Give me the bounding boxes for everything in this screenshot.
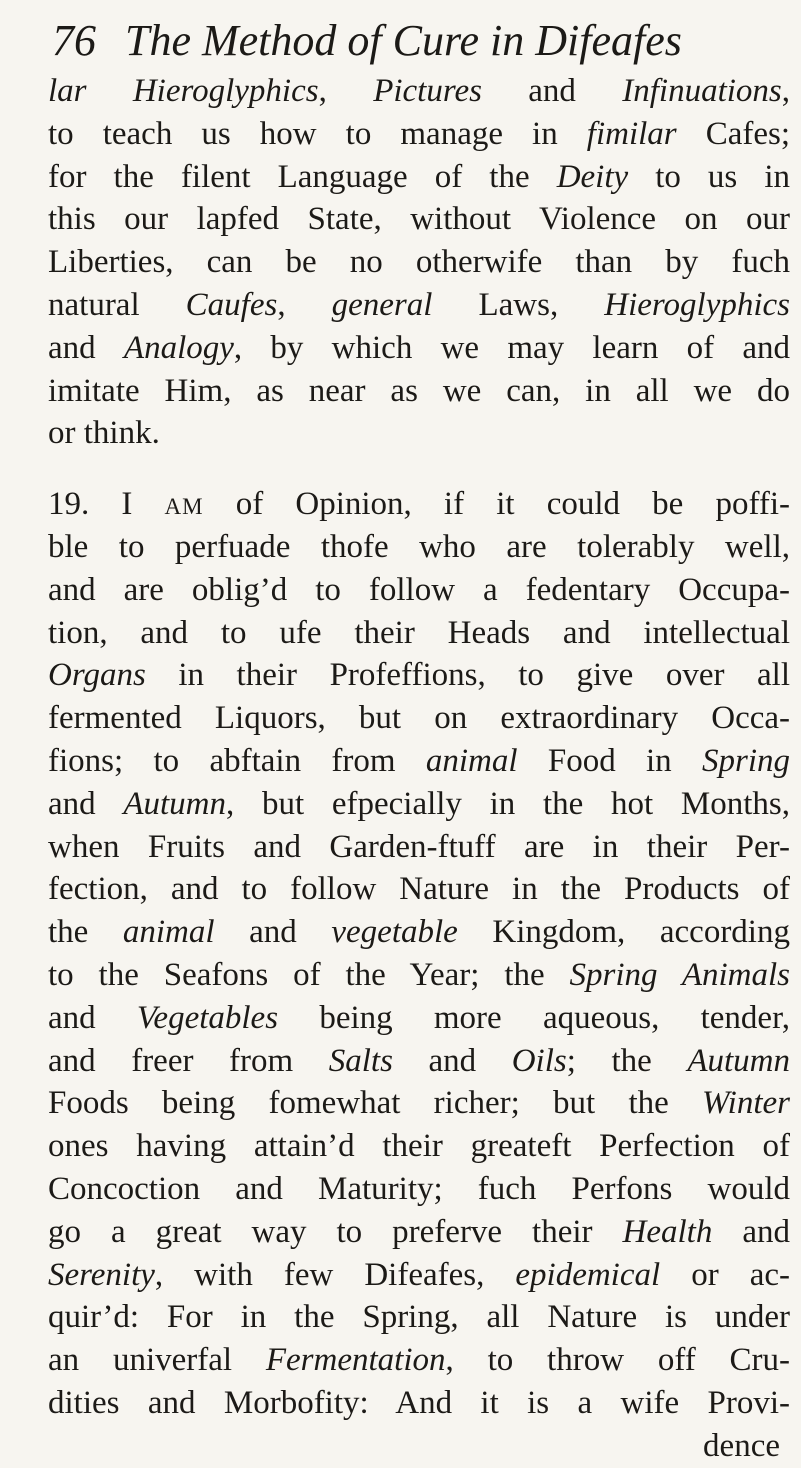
text-line — [48, 697, 790, 740]
text-run: Food in — [517, 742, 702, 779]
text-run: and — [48, 999, 137, 1036]
text-run: to teach us how to manage in — [48, 115, 587, 152]
text-run: or ac- — [660, 1256, 790, 1293]
text-line — [48, 284, 790, 327]
text-run: of Opinion, if it could be poffi- — [203, 486, 790, 523]
text-run: an univerfal — [48, 1342, 266, 1379]
text-line — [48, 198, 790, 241]
text-line — [48, 70, 790, 113]
text-run: ble to perfuade thofe who are tolerably well, — [48, 528, 790, 565]
text-run: Concoction and Maturity; fuch Perfons would — [48, 1170, 790, 1207]
italic-run: general — [331, 286, 433, 323]
running-title: The Method of Cure in Difeafes — [125, 16, 682, 65]
text-run: being more aqueous, tender, — [278, 999, 790, 1036]
body-text — [48, 70, 790, 1468]
text-line — [48, 569, 790, 612]
text-run: natural — [48, 286, 186, 323]
text-run: and — [712, 1213, 790, 1250]
text-line — [48, 1211, 790, 1254]
text-run: tion, and to ufe their Heads and intellectual — [48, 614, 790, 651]
italic-run: Autumn — [123, 785, 227, 822]
text-run: to us in — [628, 158, 791, 195]
text-run: or think. — [48, 415, 160, 452]
italic-run: Spring — [701, 742, 790, 779]
text-line — [48, 412, 790, 455]
text-run: Liberties, can be no otherwife than by fuch — [48, 244, 790, 281]
italic-run: lar Hieroglyphics — [48, 73, 319, 109]
text-run: when Fruits and Garden-ftuff are in their Per- — [48, 828, 790, 865]
running-header — [52, 12, 772, 70]
text-run: dities and Morbofity: And it is a wife Provi- — [48, 1384, 790, 1421]
text-line — [48, 113, 790, 156]
text-line — [48, 1082, 790, 1125]
text-run: , by which we may learn of and — [233, 329, 791, 366]
italic-run: vegetable — [331, 914, 458, 951]
text-line — [48, 654, 790, 697]
text-line — [48, 327, 790, 370]
text-line — [48, 1040, 790, 1083]
text-line — [48, 370, 790, 413]
text-line — [48, 783, 790, 826]
italic-run: Infinuations — [622, 73, 782, 109]
italic-run: Organs — [48, 657, 146, 694]
italic-run: Hieroglyphics — [604, 286, 791, 323]
text-run: and are oblig’d to follow a fedentary Occupa- — [48, 571, 790, 608]
text-run: Laws, — [432, 286, 605, 323]
text-run: ones having attain’d their greateft Perfection of — [48, 1128, 790, 1165]
text-run: and — [214, 914, 332, 951]
page-number: 76 — [52, 16, 96, 65]
text-line — [48, 241, 790, 284]
text-run: Kingdom, according — [457, 914, 790, 951]
italic-run: Salts — [328, 1042, 393, 1079]
text-run: and — [48, 329, 124, 366]
text-run: and freer from — [48, 1042, 329, 1079]
text-line — [48, 868, 790, 911]
italic-run: Caufes — [185, 286, 278, 323]
text-run: fions; to abftain from — [48, 742, 426, 779]
text-line — [48, 1125, 790, 1168]
italic-run: Oils — [511, 1042, 567, 1079]
text-line — [48, 911, 790, 954]
text-run: to the Seafons of the Year; the — [48, 956, 570, 993]
text-line — [48, 1296, 790, 1339]
text-run: , — [277, 286, 332, 323]
text-line — [48, 1339, 790, 1382]
text-run: , — [781, 73, 791, 109]
text-line — [48, 1382, 790, 1425]
text-line — [48, 612, 790, 655]
text-run: fection, and to follow Nature in the Products of — [48, 871, 790, 908]
italic-run: epidemical — [515, 1256, 661, 1293]
text-line — [48, 954, 790, 997]
italic-run: Autumn — [687, 1042, 791, 1079]
italic-run: Deity — [556, 158, 629, 195]
text-run: , — [318, 73, 374, 109]
text-run: ; the — [566, 1042, 688, 1079]
text-run: , to throw off Cru- — [445, 1342, 791, 1379]
italic-run: Fermentation — [265, 1342, 446, 1379]
text-run: go a great way to preferve their — [48, 1213, 623, 1250]
text-run: , but efpecially in the hot Months, — [226, 785, 790, 822]
italic-run: fimilar — [586, 115, 677, 152]
text-run: quir’d: For in the Spring, all Nature is under — [48, 1299, 790, 1336]
text-run: the — [48, 914, 123, 951]
italic-run: animal — [122, 914, 215, 951]
text-line — [48, 826, 790, 869]
text-line — [48, 483, 790, 526]
italic-run: Vegetables — [136, 999, 279, 1036]
text-run: and — [481, 73, 623, 109]
text-run: fermented Liquors, but on extraordinary Occa- — [48, 700, 790, 737]
text-run: Cafes; — [676, 115, 790, 152]
text-line — [48, 1254, 790, 1297]
text-line — [48, 740, 790, 783]
text-run: am — [164, 486, 204, 523]
text-run: this our lapfed State, without Violence on our — [48, 201, 790, 238]
italic-run: Serenity — [48, 1256, 155, 1293]
text-line — [48, 526, 790, 569]
text-run: 19. I — [48, 486, 165, 523]
text-run: Foods being fomewhat richer; but the — [48, 1085, 702, 1122]
text-line — [48, 156, 790, 199]
text-run: and — [48, 785, 124, 822]
text-run: and — [392, 1042, 512, 1079]
italic-run: Health — [622, 1213, 713, 1250]
italic-run: Pictures — [373, 73, 482, 109]
italic-run: Spring Animals — [569, 956, 790, 993]
text-run: in their Profeffions, to give over all — [145, 657, 790, 694]
text-run: imitate Him, as near as we can, in all we do — [48, 372, 790, 409]
text-run: , with few Difeafes, — [154, 1256, 516, 1293]
text-line — [48, 1168, 790, 1211]
text-run: for the filent Language of the — [48, 158, 557, 195]
italic-run: Winter — [702, 1085, 790, 1122]
catchword: dence — [703, 1427, 780, 1464]
text-line — [48, 997, 790, 1040]
italic-run: Analogy — [123, 329, 234, 366]
italic-run: animal — [425, 742, 518, 779]
